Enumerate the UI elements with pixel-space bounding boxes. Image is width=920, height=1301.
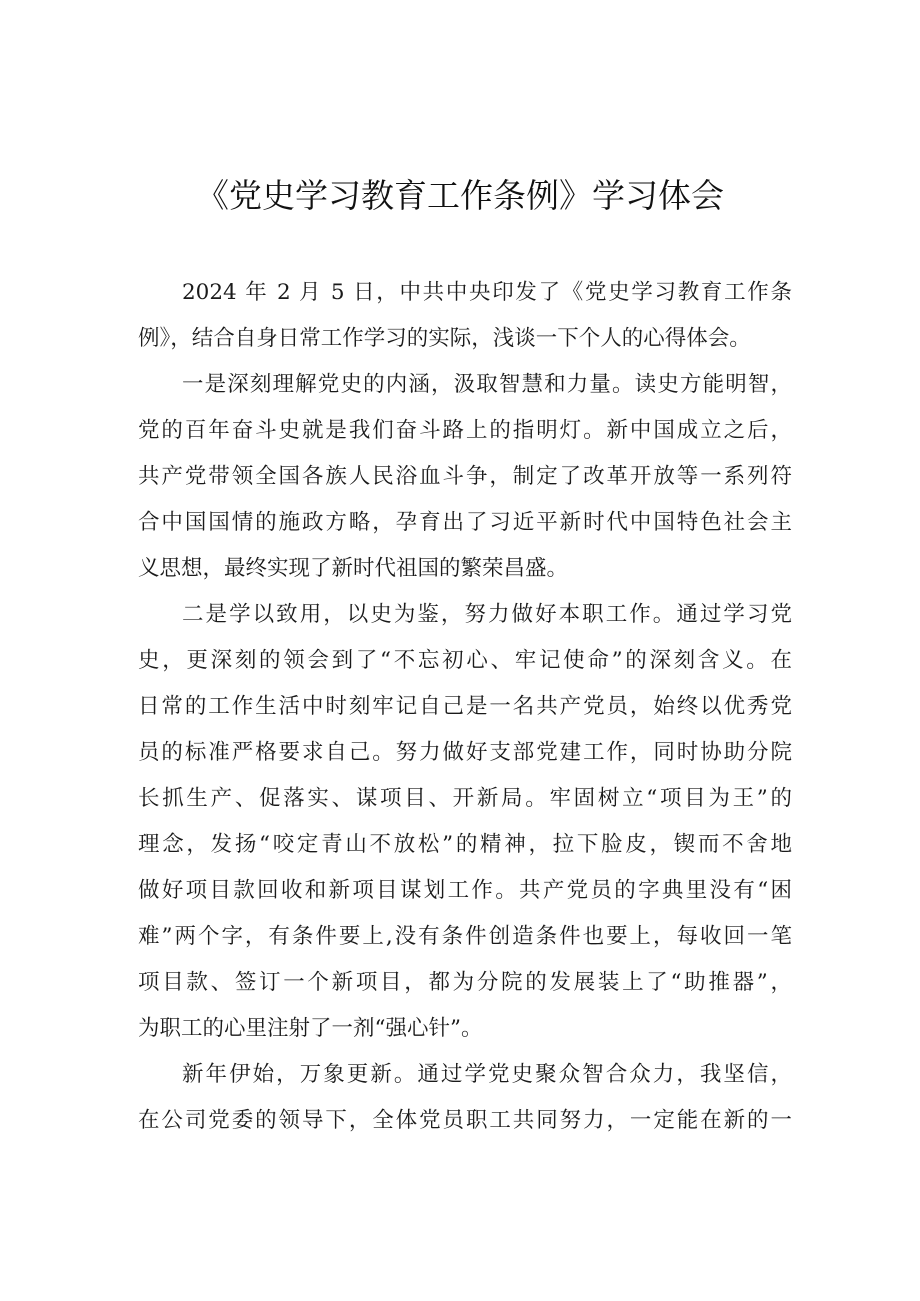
paragraph-line: 合中国国情的施政方略，孕育出了习近平新时代中国特色社会主 xyxy=(138,510,792,535)
document-title: 《党史学习教育工作条例》学习体会 xyxy=(196,176,724,215)
paragraph-line: 新年伊始，万象更新。通过学党史聚众智合众力，我坚信， xyxy=(182,1062,792,1087)
paragraph-line: 在公司党委的领导下，全体党员职工共同努力，一定能在新的一 xyxy=(138,1108,792,1133)
paragraph-line: 二是学以致用，以史为鉴，努力做好本职工作。通过学习党 xyxy=(182,602,792,627)
paragraph-line: 党的百年奋斗史就是我们奋斗路上的指明灯。新中国成立之后， xyxy=(138,418,792,443)
paragraph-line: 日常的工作生活中时刻牢记自己是一名共产党员，始终以优秀党 xyxy=(138,694,792,719)
paragraph-line: 员的标准严格要求自己。努力做好支部党建工作，同时协助分院 xyxy=(138,740,792,765)
paragraph-line: 例》，结合自身日常工作学习的实际，浅谈一下个人的心得体会。 xyxy=(138,326,751,351)
paragraph-line: 长抓生产、促落实、谋项目、开新局。牢固树立“项目为王”的 xyxy=(138,786,792,811)
paragraph-line: 义思想，最终实现了新时代祖国的繁荣昌盛。 xyxy=(138,556,569,581)
paragraph-line: 理念，发扬“咬定青山不放松”的精神，拉下脸皮，锲而不舍地 xyxy=(138,832,792,857)
paragraph-line: 史，更深刻的领会到了“不忘初心、牢记使命”的深刻含义。在 xyxy=(138,648,792,673)
paragraph-1 xyxy=(138,270,792,362)
paragraph-line: 为职工的心里注射了一剂“强心针”。 xyxy=(138,1016,483,1041)
paragraph-line: 共产党带领全国各族人民浴血斗争，制定了改革开放等一系列符 xyxy=(138,464,792,489)
paragraph-line: 项目款、签订一个新项目，都为分院的发展装上了“助推器”， xyxy=(138,970,792,995)
paragraph-line: 做好项目款回收和新项目谋划工作。共产党员的字典里没有“困 xyxy=(138,878,792,903)
paragraph-line: 一是深刻理解党史的内涵，汲取智慧和力量。读史方能明智， xyxy=(182,372,792,397)
paragraph-2 xyxy=(138,362,792,592)
paragraph-3 xyxy=(138,592,792,1052)
paragraph-4 xyxy=(138,1052,792,1144)
paragraph-line: 难”两个字，有条件要上,没有条件创造条件也要上，每收回一笔 xyxy=(138,924,792,949)
document-body xyxy=(138,270,792,1144)
paragraph-line: 2024 年 2 月 5 日，中共中央印发了《党史学习教育工作条 xyxy=(182,280,792,305)
